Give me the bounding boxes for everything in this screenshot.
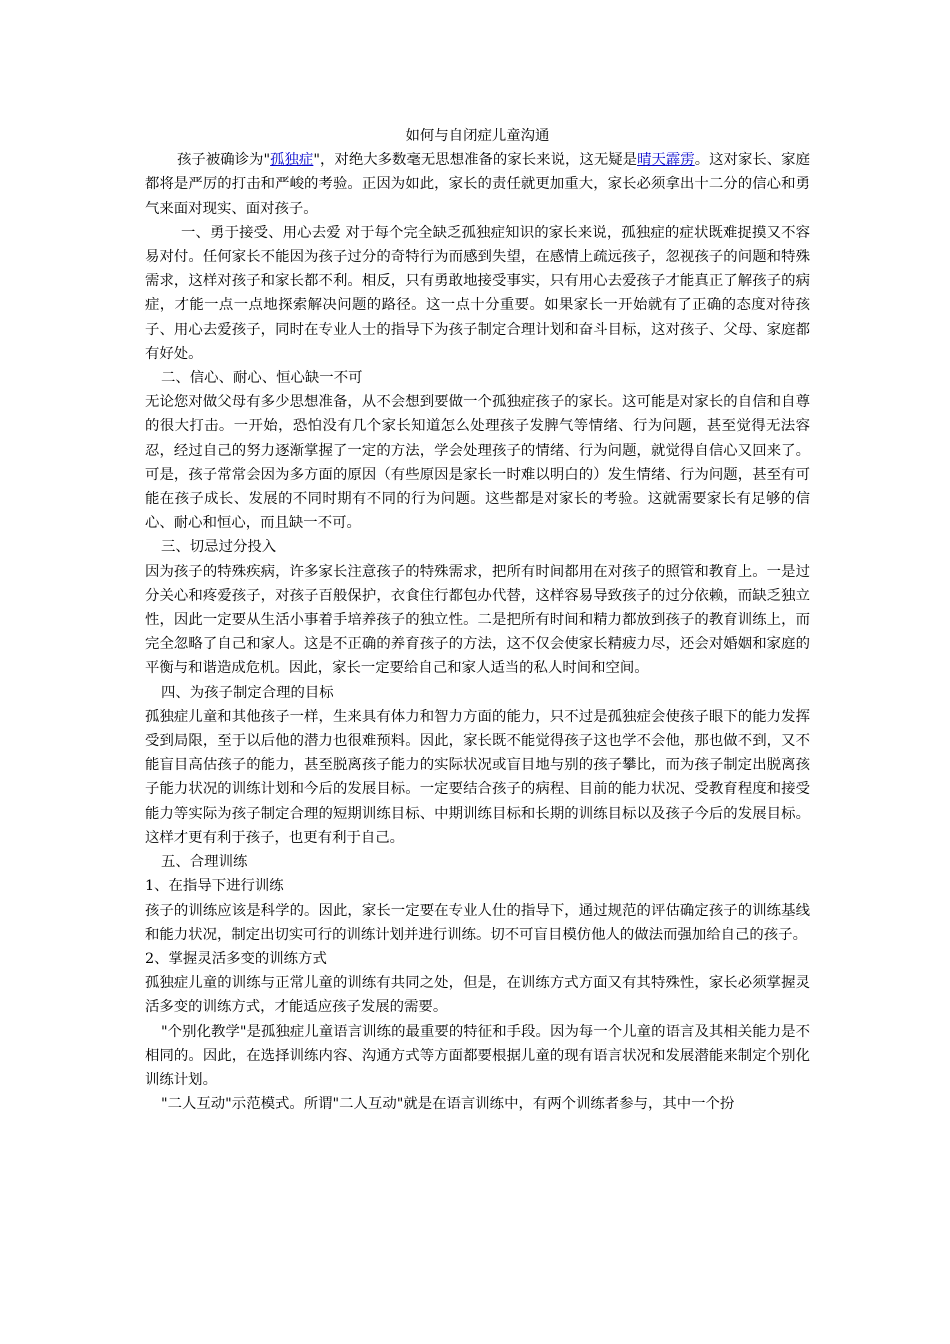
section-5-heading: 五、合理训练 [161,854,248,871]
section-2-heading: 二、信心、耐心、恒心缺一不可 [161,370,363,387]
intro-suffix: 。这对家长、家庭都将是严厉的打击和严峻的考验。正因为如此，家长的责任就更加重大，家长必须拿出十二分的信心和勇气来面对现实、面对孩子。 [145,152,810,217]
subsection-5-2-paragraph: 孤独症儿童的训练与正常儿童的训练有共同之处，但是，在训练方式方面又有其特殊性，家长必须掌握灵活多变的训练方式，才能适应孩子发展的需要。 [145,975,810,1016]
document-body [145,124,810,1116]
section-3-heading: 三、切忌过分投入 [161,539,277,556]
section-4-heading: 四、为孩子制定合理的目标 [161,684,334,701]
subsection-5-2-heading: 2、掌握灵活多变的训练方式 [145,950,327,967]
subsection-5-1-heading: 1、在指导下进行训练 [145,878,284,895]
link-bolt-from-blue[interactable]: 晴天霹雳 [637,152,695,169]
document-title: 如何与自闭症儿童沟通 [405,128,550,144]
section-3-paragraph: 因为孩子的特殊疾病，许多家长注意孩子的特殊需求，把所有时间都用在对孩子的照管和教育上。一是过分关心和疼爱孩子，对孩子百般保护，衣食住行都包办代替，这样容易导致孩子的过分依赖，而缺乏独立性，因此一定要从生活小事着手培养孩子的独立性。二是把所有时间和精力都放到孩子的教育训练上，而完全忽略了自己和家人。这是不正确的养育孩子的方法，这不仅会使家长精疲力尽，还会对婚姻和家庭的平衡与和谐造成危机。因此，家长一定要给自己和家人适当的私人时间和空间。 [145,563,810,677]
link-autism[interactable]: 孤独症 [270,152,314,169]
two-person-interaction-paragraph: "二人互动"示范模式。所谓"二人互动"就是在语言训练中，有两个训练者参与，其中一个扮 [161,1096,735,1113]
subsection-5-1-paragraph: 孩子的训练应该是科学的。因此，家长一定要在专业人仕的指导下，通过规范的评估确定孩子的训练基线和能力状况，制定出切实可行的训练计划并进行训练。切不可盲目模仿他人的做法而强加给自己的孩子。 [145,902,810,943]
individualized-teaching-paragraph: "个别化教学"是孤独症儿童语言训练的最重要的特征和手段。因为每一个儿童的语言及其相关能力是不相同的。因此，在选择训练内容、沟通方式等方面都要根据儿童的现有语言状况和发展潜能来制定个别化训练计划。 [145,1023,810,1088]
section-2-paragraph: 无论您对做父母有多少思想准备，从不会想到要做一个孤独症孩子的家长。这可能是对家长的自信和自尊的很大打击。一开始，恐怕没有几个家长知道怎么处理孩子发脾气等情绪、行为问题，甚至觉得无法容忍，经过自己的努力逐渐掌握了一定的方法，学会处理孩子的情绪、行为问题，就觉得自信心又回来了。可是，孩子常常会因为多方面的原因（有些原因是家长一时难以明白的）发生情绪、行为问题，甚至有可能在孩子成长、发展的不同时期有不同的行为问题。这些都是对家长的考验。这就需要家长有足够的信心、耐心和恒心，而且缺一不可。 [145,394,810,532]
section-4-paragraph: 孤独症儿童和其他孩子一样，生来具有体力和智力方面的能力，只不过是孤独症会使孩子眼下的能力发挥受到局限，至于以后他的潜力也很难预料。因此，家长既不能觉得孩子这也学不会他，那也做不到，又不能盲目高估孩子的能力，甚至脱离孩子能力的实际状况或盲目地与别的孩子攀比，而为孩子制定出脱离孩子能力状况的训练计划和今后的发展目标。一定要结合孩子的病程、目前的能力状况、受教育程度和接受能力等实际为孩子制定合理的短期训练目标、中期训练目标和长期的训练目标以及孩子今后的发展目标。这样才更有利于孩子，也更有利于自己。 [145,708,810,846]
intro-prefix: 孩子被确诊为" [177,152,271,169]
section-1-paragraph: 一、勇于接受、用心去爱 对于每个完全缺乏孤独症知识的家长来说，孤独症的症状既难捉摸又不容易对付。任何家长不能因为孩子过分的奇特行为而感到失望，在感情上疏远孩子，忽视孩子的问题和特殊需求，这样对孩子和家长都不利。相反，只有勇敢地接受事实，只有用心去爱孩子才能真正了解孩子的病症，才能一点一点地探索解决问题的路径。这一点十分重要。如果家长一开始就有了正确的态度对待孩子、用心去爱孩子，同时在专业人士的指导下为孩子制定合理计划和奋斗目标，这对孩子、父母、家庭都有好处。 [145,224,810,362]
intro-paragraph [145,148,810,221]
intro-middle: "，对绝大多数毫无思想准备的家长来说，这无疑是 [313,152,638,169]
